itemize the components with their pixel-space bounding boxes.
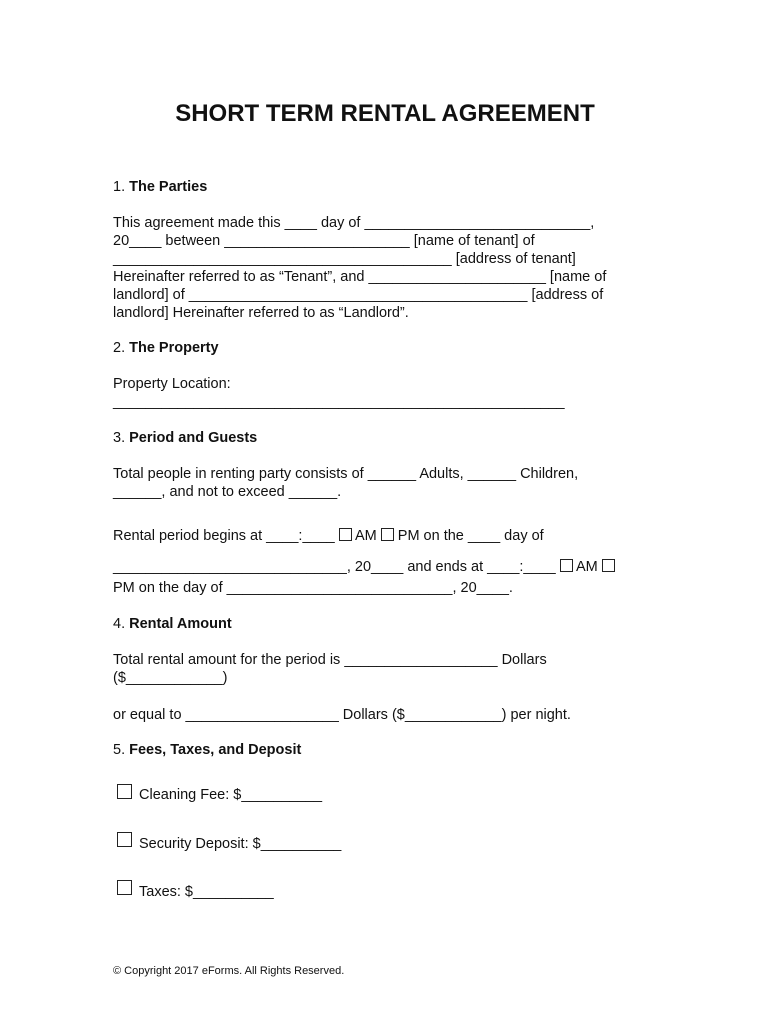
- parties-line-3: __________________________________________ [address of tenant]: [113, 251, 576, 267]
- section-3-heading: [113, 429, 257, 447]
- security-deposit-label: Security Deposit: $__________: [139, 836, 342, 852]
- rental-period-line-3: PM on the day of ____________________________, 20____.: [113, 580, 513, 596]
- cleaning-fee-label: Cleaning Fee: $__________: [139, 787, 323, 803]
- property-location-field[interactable]: ________________________________________________________: [113, 394, 565, 410]
- taxes-checkbox[interactable]: [117, 880, 132, 895]
- cleaning-fee-checkbox[interactable]: [117, 784, 132, 799]
- section-2-title: The Property: [129, 340, 219, 356]
- start-am-label: AM: [351, 528, 381, 544]
- rental-end-time-text: _____________________________, 20____ and ends at ____:____: [113, 559, 560, 575]
- rental-amount-line-1: Total rental amount for the period is ___________________ Dollars: [113, 652, 547, 668]
- start-am-checkbox[interactable]: [339, 528, 352, 541]
- section-2-number: 2.: [113, 340, 130, 356]
- rental-amount-per-night: or equal to ___________________ Dollars ($____________) per night.: [113, 707, 571, 723]
- guests-line-2: ______, and not to exceed ______.: [113, 484, 342, 500]
- rental-start-time-text: Rental period begins at ____:____: [113, 528, 339, 544]
- section-5-number: 5.: [113, 742, 130, 758]
- section-1-number: 1.: [113, 179, 130, 195]
- section-1-title: The Parties: [129, 179, 208, 195]
- guests-line-1: Total people in renting party consists of ______ Adults, ______ Children,: [113, 466, 579, 482]
- start-pm-checkbox[interactable]: [381, 528, 394, 541]
- property-location-label: Property Location:: [113, 376, 231, 392]
- section-2-heading: [113, 339, 219, 357]
- parties-line-1: This agreement made this ____ day of ____________________________,: [113, 215, 595, 231]
- end-am-label: AM: [572, 559, 602, 575]
- rental-period-line-1: [113, 527, 544, 545]
- parties-line-6: landlord] Hereinafter referred to as “Landlord”.: [113, 305, 409, 321]
- start-pm-label: PM on the ____ day of: [393, 528, 544, 544]
- section-3-number: 3.: [113, 430, 130, 446]
- parties-line-5: landlord] of __________________________________________ [address of: [113, 287, 604, 303]
- copyright-footer: © Copyright 2017 eForms. All Rights Reserved.: [113, 965, 345, 977]
- security-deposit-checkbox[interactable]: [117, 832, 132, 847]
- taxes-label: Taxes: $__________: [139, 884, 274, 900]
- parties-line-4: Hereinafter referred to as “Tenant”, and ______________________ [name of: [113, 269, 607, 285]
- end-pm-checkbox[interactable]: [602, 559, 615, 572]
- section-5-title: Fees, Taxes, and Deposit: [129, 742, 302, 758]
- section-1-heading: [113, 178, 207, 196]
- rental-period-line-2: [113, 558, 615, 576]
- rental-amount-line-2: ($____________): [113, 670, 228, 686]
- section-4-heading: [113, 615, 232, 633]
- section-4-title: Rental Amount: [129, 616, 232, 632]
- section-5-heading: [113, 741, 301, 759]
- section-3-title: Period and Guests: [129, 430, 258, 446]
- section-4-number: 4.: [113, 616, 130, 632]
- end-am-checkbox[interactable]: [560, 559, 573, 572]
- parties-line-2: 20____ between _______________________ [name of tenant] of: [113, 233, 535, 249]
- document-title: SHORT TERM RENTAL AGREEMENT: [175, 100, 595, 127]
